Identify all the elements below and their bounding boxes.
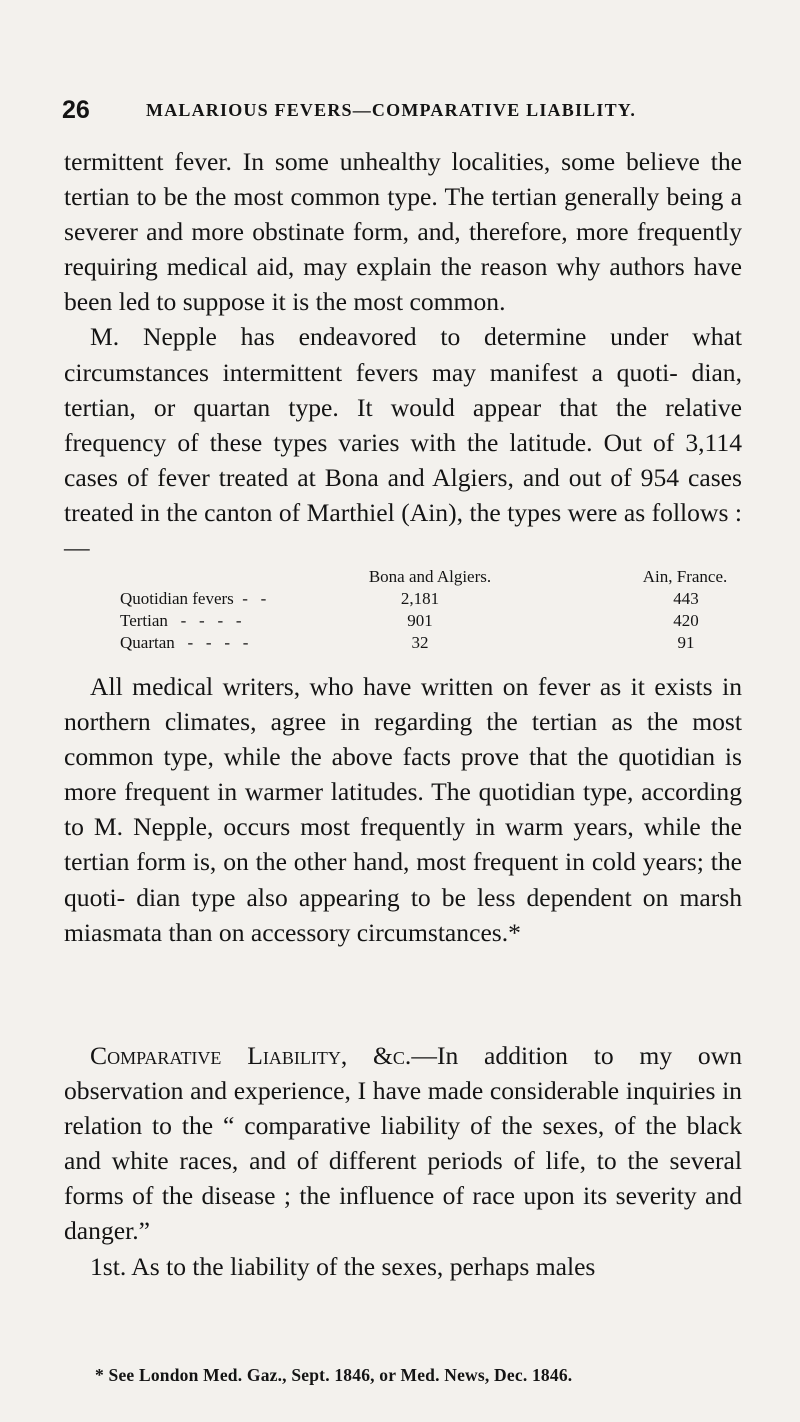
paragraph bbox=[64, 1249, 742, 1284]
text-line: circumstances intermittent fevers may manifest a quoti- bbox=[64, 357, 678, 387]
row-label: Quotidian fevers - - bbox=[120, 589, 267, 608]
text-line: as the most common type, while the above facts prove bbox=[64, 707, 742, 772]
text-line: inquiries in relation to the “ comparative liability of the bbox=[64, 1076, 742, 1141]
text-line: and out of 954 cases treated in the canton of Marthiel bbox=[64, 462, 742, 527]
text-line: (Ain), the types were as follows :— bbox=[64, 497, 742, 563]
text-line: influence of race upon its severity and danger.” bbox=[64, 1181, 742, 1246]
table-cell: 443 bbox=[673, 589, 699, 608]
paragraph bbox=[64, 144, 742, 319]
text-line: —In addition to my own bbox=[411, 1041, 743, 1070]
table-cell: 901 bbox=[407, 611, 433, 630]
paragraph bbox=[64, 1038, 742, 1249]
text-block-middle bbox=[64, 669, 742, 950]
text-line: M. Nepple has endeavored to determine under what bbox=[90, 322, 742, 352]
table-cell: 420 bbox=[673, 611, 699, 630]
table-header-row bbox=[110, 567, 755, 589]
text-block-lower bbox=[64, 1038, 742, 1284]
text-line: may explain the reason why authors have been led to bbox=[64, 252, 742, 317]
text-line: All medical writers, who have written on fever as it bbox=[90, 672, 645, 701]
text-line: frequently in warm years, while the tertian form is, on bbox=[64, 812, 742, 877]
row-label: Quartan - - - - bbox=[120, 633, 249, 652]
text-line: periods of life, to the several forms of the disease ; the bbox=[64, 1146, 742, 1211]
table-row bbox=[110, 589, 755, 611]
text-line: Out of 3,114 cases of fever treated at Bona and Algiers, bbox=[64, 427, 742, 492]
page-number: 26 bbox=[62, 96, 90, 124]
row-label: Tertian - - - - bbox=[120, 611, 242, 630]
text-line: termittent fever. In some unhealthy localities, some bbox=[64, 147, 616, 176]
text-line: exists in northern climates, agree in regarding the tertian bbox=[64, 672, 742, 737]
fever-types-table bbox=[110, 567, 755, 655]
column-header: Ain, France. bbox=[642, 567, 728, 586]
text-block-upper bbox=[64, 144, 742, 565]
text-line: believe the tertian to be the most common type. The bbox=[64, 147, 742, 212]
page-header bbox=[62, 96, 752, 126]
text-line: sexes, of the black and white races, and of different bbox=[64, 1111, 742, 1176]
column-header: Bona and Algiers. bbox=[368, 567, 492, 586]
text-line: that the quotidian is more frequent in warmer latitudes. bbox=[64, 742, 742, 807]
text-line: miasmata than on accessory circumstances.* bbox=[64, 917, 521, 947]
table-row bbox=[110, 633, 755, 655]
footnote: * See London Med. Gaz., Sept. 1846, or Med. News, Dec. 1846. bbox=[95, 1365, 573, 1385]
text-line: relative frequency of these types varies with the latitude. bbox=[64, 392, 742, 457]
text-line: the other hand, most frequent in cold years; the quoti- bbox=[64, 847, 742, 912]
table-cell: 32 bbox=[411, 633, 429, 652]
section-lead: Comparative Liability, &c. bbox=[90, 1041, 412, 1070]
text-line: 1st. As to the liability of the sexes, perhaps males bbox=[90, 1251, 596, 1281]
text-line: suppose it is the most common. bbox=[182, 287, 506, 317]
text-line: dian, tertian, or quartan type. It would appear that the bbox=[64, 357, 742, 422]
paragraph bbox=[64, 319, 742, 565]
text-line: dian type also appearing to be less dependent on marsh bbox=[136, 882, 742, 912]
running-head: MALARIOUS FEVERS—COMPARATIVE LIABILITY. bbox=[146, 100, 637, 120]
text-line: The quotidian type, according to M. Nepple, occurs most bbox=[64, 777, 742, 842]
text-line: and, therefore, more frequently requiring medical aid, bbox=[64, 217, 742, 282]
table-row bbox=[110, 611, 755, 633]
table-cell: 91 bbox=[677, 633, 695, 652]
table-cell: 2,181 bbox=[400, 589, 440, 608]
text-line: tertian generally being a severer and more obstinate form, bbox=[64, 182, 742, 247]
text-line: observation and experience, I have made considerable bbox=[64, 1076, 620, 1106]
paragraph bbox=[64, 669, 742, 950]
